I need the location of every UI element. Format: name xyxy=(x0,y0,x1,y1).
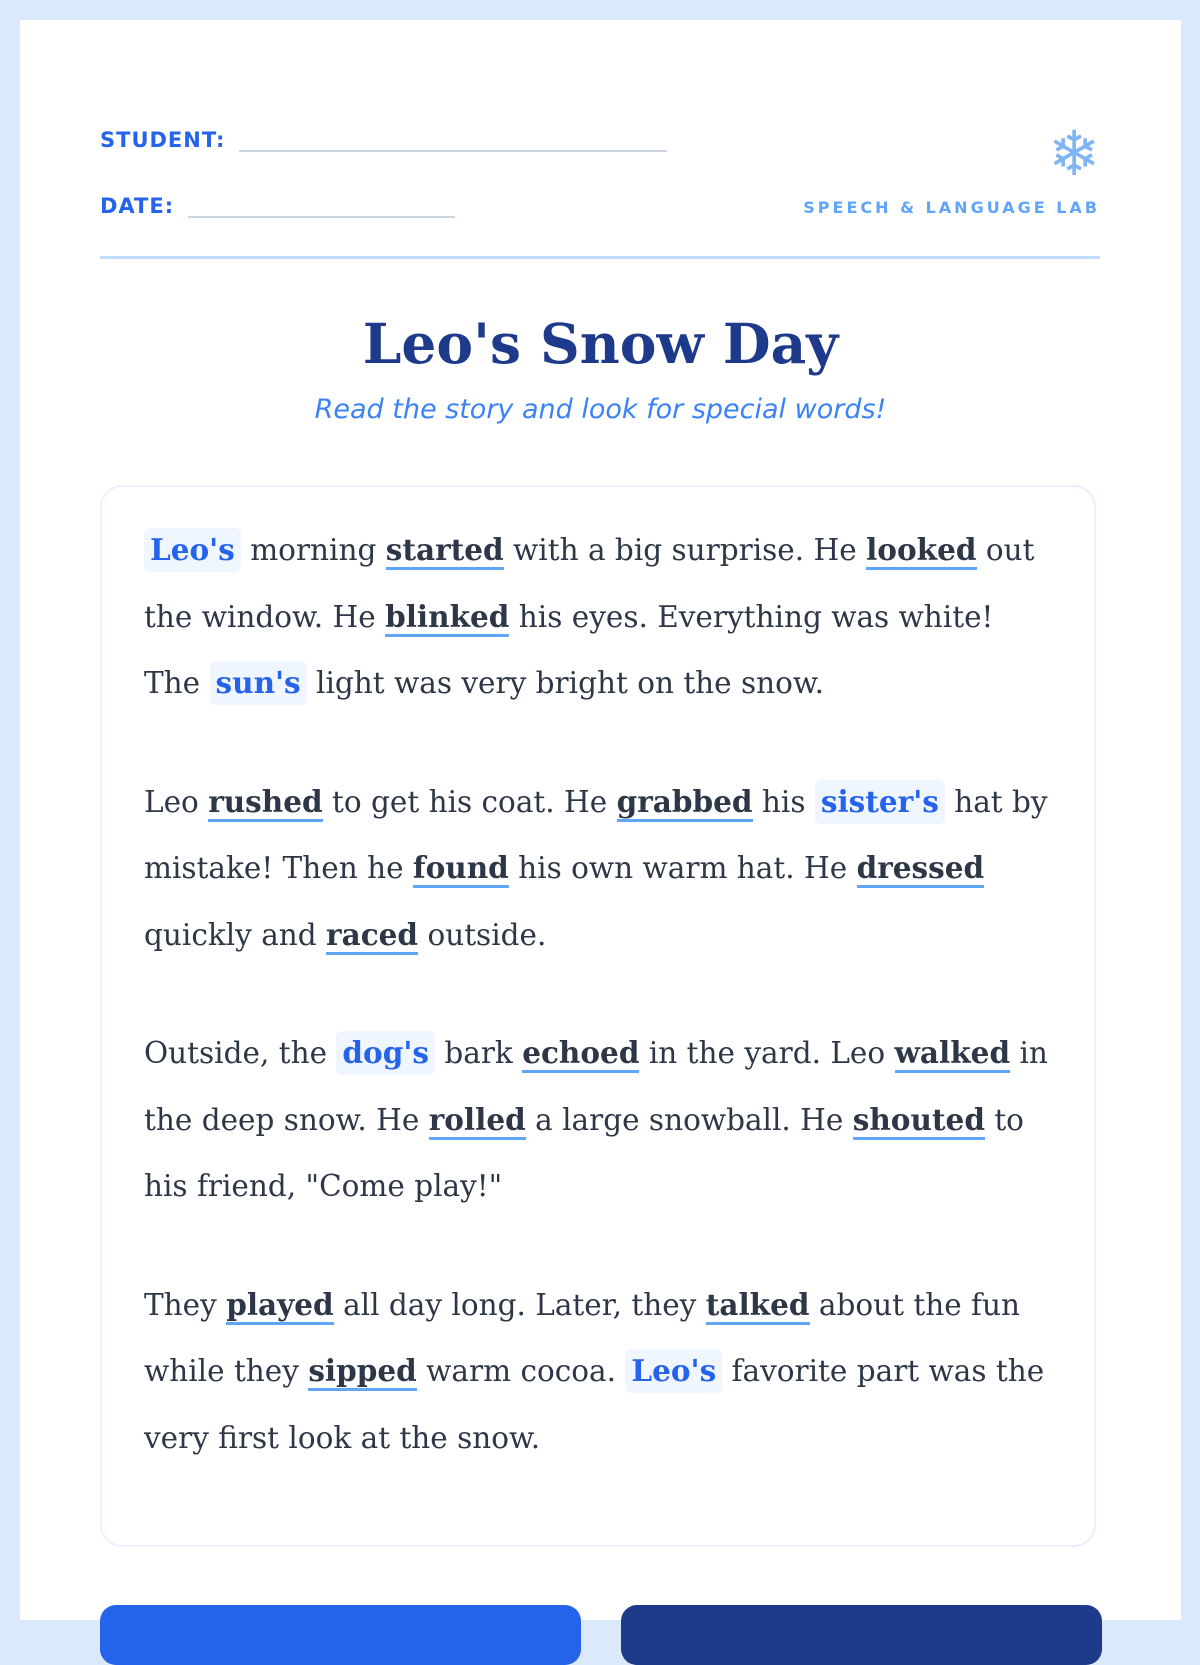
possessive-word: Leo's xyxy=(144,528,241,572)
past-tense-verb: echoed xyxy=(522,1035,639,1073)
story-title: Leo's Snow Day xyxy=(362,311,839,376)
story-paragraph xyxy=(144,517,1052,717)
story-text: outside. xyxy=(418,917,547,952)
story-text: They xyxy=(144,1287,227,1322)
past-tense-verb: sipped xyxy=(308,1353,416,1391)
story-text: about the fun while they xyxy=(144,1287,1020,1388)
past-tense-verb: shouted xyxy=(853,1102,985,1140)
story-paragraph xyxy=(144,1272,1052,1472)
story-box xyxy=(100,485,1096,1547)
story-text: Outside, the xyxy=(144,1036,337,1070)
brand xyxy=(803,117,1100,217)
story-text: morning xyxy=(240,533,386,567)
story-text: to his friend, "Come play!" xyxy=(144,1102,1024,1203)
right-action-button[interactable] xyxy=(621,1605,1102,1665)
story-text: to get his coat. He xyxy=(322,784,617,819)
story-subtitle: Read the story and look for special words! xyxy=(314,394,887,425)
story-text: with a big surprise. He xyxy=(503,533,867,567)
past-tense-verb: started xyxy=(386,532,504,570)
student-field xyxy=(100,128,667,152)
past-tense-verb: looked xyxy=(866,532,976,570)
possessive-word: dog's xyxy=(336,1031,435,1075)
story-text: favorite part was the very first look at the snow. xyxy=(144,1354,1045,1455)
story-text: warm cocoa. xyxy=(416,1354,626,1388)
possessive-word: Leo's xyxy=(625,1349,722,1393)
date-line[interactable] xyxy=(188,196,455,218)
possessive-word: sun's xyxy=(210,661,307,705)
past-tense-verb: walked xyxy=(895,1035,1011,1073)
date-field xyxy=(100,194,455,218)
past-tense-verb: rushed xyxy=(208,784,322,822)
past-tense-verb: dressed xyxy=(857,850,985,888)
past-tense-verb: found xyxy=(413,850,509,888)
student-label: STUDENT: xyxy=(100,128,226,152)
date-label: DATE: xyxy=(100,194,175,218)
past-tense-verb: blinked xyxy=(385,599,509,637)
past-tense-verb: played xyxy=(226,1287,334,1325)
story-paragraph xyxy=(144,1020,1052,1220)
brand-name: SPEECH & LANGUAGE LAB xyxy=(803,198,1100,217)
past-tense-verb: rolled xyxy=(429,1102,526,1140)
story-text: in the deep snow. He xyxy=(144,1036,1048,1137)
past-tense-verb: raced xyxy=(326,917,418,955)
left-action-button[interactable] xyxy=(100,1605,581,1665)
worksheet-page xyxy=(20,20,1181,1620)
possessive-word: sister's xyxy=(815,780,945,824)
story-text: his eyes. Everything was white! The xyxy=(144,599,994,700)
story-text: all day long. Later, they xyxy=(333,1287,706,1322)
student-name-line[interactable] xyxy=(239,130,667,152)
snowflake-icon: ❄ xyxy=(1048,117,1100,190)
story-text: Leo xyxy=(144,784,209,819)
story-text: bark xyxy=(434,1036,523,1070)
past-tense-verb: grabbed xyxy=(617,784,753,822)
story-text: out the window. He xyxy=(144,533,1035,634)
story-text: his xyxy=(752,784,815,819)
story-text: a large snowball. He xyxy=(525,1102,853,1137)
story-text: his own warm hat. He xyxy=(508,851,857,885)
worksheet-header xyxy=(100,100,1100,259)
story-text: quickly and xyxy=(144,917,327,952)
past-tense-verb: talked xyxy=(706,1287,810,1325)
story-text: hat by mistake! Then he xyxy=(144,784,1048,885)
story-text: light was very bright on the snow. xyxy=(306,666,825,700)
story-paragraph xyxy=(144,769,1052,969)
story-text: in the yard. Leo xyxy=(639,1036,895,1070)
